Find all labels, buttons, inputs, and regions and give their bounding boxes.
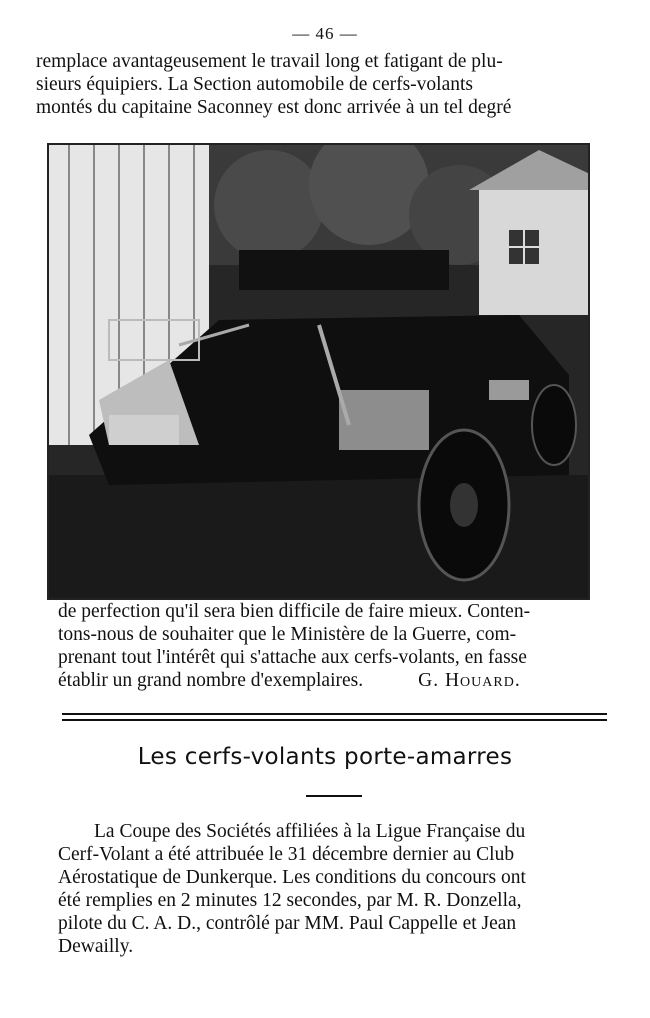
- author-signature: G. Houard.: [418, 670, 521, 691]
- page-number: — 46 —: [292, 24, 358, 43]
- text-line: été remplies en 2 minutes 12 secondes, par M. R. Donzella,: [58, 890, 522, 911]
- text-line: La Coupe des Sociétés affiliées à la Ligue Française du: [94, 821, 526, 842]
- text-line: tons-nous de souhaiter que le Ministère de la Guerre, com-: [58, 624, 517, 645]
- top-paragraph: [36, 50, 606, 119]
- bottom-paragraph: [58, 820, 618, 958]
- title-underline: [306, 795, 362, 797]
- middle-paragraph: [58, 600, 618, 692]
- text-line: pilote du C. A. D., contrôlé par MM. Paul Cappelle et Jean: [58, 913, 517, 934]
- double-divider: [62, 713, 607, 721]
- text-line: montés du capitaine Saconney est donc arrivée à un tel degré: [36, 97, 512, 118]
- text-line: prenant tout l'intérêt qui s'attache aux cerfs-volants, en fasse: [58, 647, 527, 668]
- text-line: sieurs équipiers. La Section automobile de cerfs-volants: [36, 74, 473, 95]
- automobile-photo: [47, 143, 590, 600]
- text-line: de perfection qu'il sera bien difficile de faire mieux. Conten-: [58, 601, 531, 622]
- text-line: remplace avantageusement le travail long et fatigant de plu-: [36, 51, 503, 72]
- text-line: Dewailly.: [58, 936, 134, 957]
- text-line-content: établir un grand nombre d'exemplaires.: [58, 670, 364, 691]
- text-line: Aérostatique de Dunkerque. Les conditions du concours ont: [58, 867, 526, 888]
- text-line: Cerf-Volant a été attribuée le 31 décembre dernier au Club: [58, 844, 515, 865]
- text-line: [58, 669, 618, 692]
- section-title: Les cerfs-volants porte-amarres: [137, 744, 513, 770]
